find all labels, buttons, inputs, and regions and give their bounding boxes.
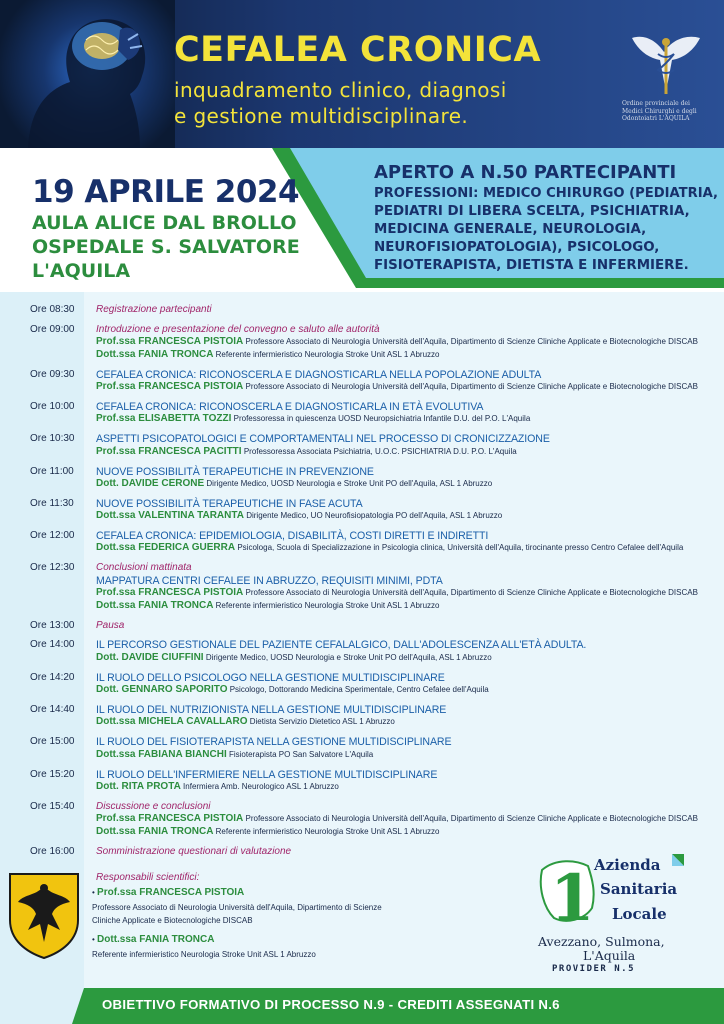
- speaker-role: Dirigente Medico, UOSD Neurologia e Stroke Unit PO dell'Aquila, ASL 1 Abruzzo: [206, 478, 493, 488]
- slot-time: Ore 08:30: [30, 304, 75, 315]
- session-title: IL RUOLO DEL FISIOTERAPISTA NELLA GESTIONE MULTIDISCIPLINARE: [96, 736, 452, 749]
- slot-time: Ore 10:30: [30, 433, 75, 445]
- speaker-role: Infermiera Amb. Neurologico ASL 1 Abruzzo: [183, 781, 339, 791]
- scientific-leads-heading: Responsabili scientifici:: [96, 872, 200, 883]
- session-note: Conclusioni mattinata: [96, 562, 192, 574]
- speaker-line: [96, 542, 683, 553]
- asl-word-sanitaria: Sanitaria: [600, 880, 678, 898]
- speaker-role: Professore Associato di Neurologia Università dell'Aquila, Dipartimento di Scienze Cliniche Applicate e Biotecnologiche DISCAB: [245, 814, 698, 824]
- speaker-role: Professoressa in quiescenza UOSD Neuropsichiatria Infantile D.U. del P.O. L'Aquila: [233, 414, 531, 424]
- session-title: CEFALEA CRONICA: EPIDEMIOLOGIA, DISABILITÀ, COSTI DIRETTI E INDIRETTI: [96, 530, 489, 543]
- scientific-lead-2-role: Referente infermieristico Neurologia Stroke Unit ASL 1 Abruzzo: [92, 950, 316, 959]
- event-subtitle-line1: inquadramento clinico, diagnosi: [174, 78, 507, 102]
- venue-line3: L'AQUILA: [32, 260, 131, 282]
- slot-time: Ore 12:00: [30, 530, 75, 542]
- speaker-line: [96, 826, 439, 837]
- scientific-lead-1: • Prof.ssa FRANCESCA PISTOIA: [92, 887, 245, 898]
- slot-time: Ore 15:40: [30, 800, 75, 812]
- speaker-line: [96, 813, 698, 824]
- speaker-role: Dietista Servizio Dietetico ASL 1 Abruzzo: [249, 717, 395, 727]
- speaker-name: Dott.ssa FANIA TRONCA: [96, 348, 214, 360]
- speaker-name: Dott.ssa VALENTINA TARANTA: [96, 510, 244, 522]
- scientific-lead-1-role-line2: Cliniche Applicate e Biotecnologiche DISCAB: [92, 916, 253, 925]
- slot-time: Ore 10:00: [30, 400, 75, 412]
- event-subtitle-line2: e gestione multidisciplinare.: [174, 104, 469, 128]
- asl-cities-line1: Avezzano, Sulmona,: [538, 934, 665, 949]
- professions-line: FISIOTERAPISTA, DIETISTA E INFERMIERE.: [374, 258, 689, 273]
- session-title: MAPPATURA CENTRI CEFALEE IN ABRUZZO, REQUISITI MINIMI, PDTA: [96, 574, 443, 587]
- speaker-name: Prof.ssa FRANCESCA PISTOIA: [96, 380, 244, 392]
- speaker-role: Referente infermieristico Neurologia Stroke Unit ASL 1 Abruzzo: [215, 600, 440, 610]
- speaker-line: [96, 510, 502, 521]
- professions-line: PROFESSIONI: MEDICO CHIRURGO (PEDIATRIA,: [374, 186, 719, 201]
- session-title: NUOVE POSSIBILITÀ TERAPEUTICHE IN FASE ACUTA: [96, 497, 363, 510]
- speaker-name: Dott. RITA PROTA: [96, 780, 181, 792]
- scientific-lead-2: • Dott.ssa FANIA TRONCA: [92, 934, 215, 945]
- speaker-line: [96, 781, 339, 792]
- speaker-line: [96, 652, 492, 663]
- session-title: IL RUOLO DELL'INFERMIERE NELLA GESTIONE MULTIDISCIPLINARE: [96, 768, 438, 781]
- slot-time: Ore 09:00: [30, 323, 75, 335]
- slot-time: Ore 14:00: [30, 639, 75, 651]
- slot-time: Ore 11:00: [30, 465, 74, 477]
- scientific-lead-1-name: Prof.ssa FRANCESCA PISTOIA: [97, 887, 245, 898]
- scientific-lead-2-name: Dott.ssa FANIA TRONCA: [97, 934, 215, 945]
- speaker-name: Dott.ssa MICHELA CAVALLARO: [96, 716, 248, 728]
- speaker-role: Dirigente Medico, UO Neurofisiopatologia PO dell'Aquila, ASL 1 Abruzzo: [246, 511, 503, 521]
- speaker-line: [96, 349, 439, 360]
- asl-word-locale: Locale: [612, 905, 667, 923]
- asl-word-azienda: Azienda: [594, 856, 661, 874]
- speaker-line: [96, 478, 492, 489]
- session-title: NUOVE POSSIBILITÀ TERAPEUTICHE IN PREVENZIONE: [96, 465, 374, 478]
- speaker-name: Dott.ssa FANIA TRONCA: [96, 599, 214, 611]
- header-banner: [0, 0, 724, 148]
- slot-time: Ore 14:40: [30, 704, 75, 715]
- scientific-lead-1-role-line1: Professore Associato di Neurologia Università dell'Aquila, Dipartimento di Scienze: [92, 903, 382, 912]
- slot-time: Ore 12:30: [30, 562, 75, 574]
- session-title: CEFALEA CRONICA: RICONOSCERLA E DIAGNOSTICARLA NELLA POPOLAZIONE ADULTA: [96, 368, 542, 381]
- speaker-role: Dirigente Medico, UOSD Neurologia e Stroke Unit PO dell'Aquila, ASL 1 Abruzzo: [205, 652, 492, 662]
- speaker-name: Dott. GENNARO SAPORITO: [96, 684, 228, 696]
- slot-time: Ore 13:00: [30, 619, 75, 631]
- speaker-line: [96, 600, 439, 611]
- speaker-line: [96, 381, 698, 392]
- medical-order-name: Ordine provinciale dei Medici Chirurghi e degli Odontoiatri L'AQUILA: [622, 100, 697, 122]
- abruzzo-crest-icon: [6, 868, 82, 960]
- speaker-line: [96, 413, 530, 424]
- slot-time: Ore 14:20: [30, 671, 75, 683]
- speaker-line: [96, 749, 373, 760]
- speaker-name: Prof.ssa FRANCESCA PISTOIA: [96, 336, 244, 348]
- provider-number: PROVIDER N.5: [552, 964, 636, 974]
- slot-time: Ore 11:30: [30, 497, 74, 509]
- session-note: Discussione e conclusioni: [96, 800, 211, 812]
- speaker-role: Referente infermieristico Neurologia Stroke Unit ASL 1 Abruzzo: [215, 349, 440, 359]
- slot-time: Ore 09:30: [30, 368, 75, 380]
- participants-title: APERTO A N.50 PARTECIPANTI: [374, 162, 677, 183]
- speaker-line: [96, 684, 489, 695]
- speaker-name: Prof.ssa FRANCESCA PISTOIA: [96, 813, 244, 825]
- speaker-name: Prof.ssa ELISABETTA TOZZI: [96, 413, 232, 425]
- headache-person-image: [0, 0, 175, 148]
- svg-text:1: 1: [550, 861, 595, 936]
- speaker-line: [96, 587, 698, 598]
- speaker-role: Professore Associato di Neurologia Università dell'Aquila, Dipartimento di Scienze Cliniche Applicate e Biotecnologiche DISCAB: [245, 588, 698, 598]
- speaker-role: Psicologa, Scuola di Specializzazione in Psicologia clinica, Università dell'Aquila, tirocinante presso Centro Cefalee dell'Aquila: [237, 543, 684, 553]
- venue-line1: AULA ALICE DAL BROLLO: [32, 212, 297, 234]
- session-title: ASPETTI PSICOPATOLOGICI E COMPORTAMENTALI NEL PROCESSO DI CRONICIZZAZIONE: [96, 433, 550, 446]
- speaker-name: Prof.ssa FRANCESCA PACITTI: [96, 445, 242, 457]
- speaker-name: Dott.ssa FABIANA BIANCHI: [96, 748, 227, 760]
- training-objective: OBIETTIVO FORMATIVO DI PROCESSO N.9 - CREDITI ASSEGNATI N.6: [102, 997, 560, 1012]
- speaker-line: [96, 716, 395, 727]
- speaker-line: [96, 336, 698, 347]
- session-note: Registrazione partecipanti: [96, 304, 212, 315]
- professions-line: PEDIATRI DI LIBERA SCELTA, PSICHIATRIA,: [374, 204, 690, 219]
- slot-time: Ore 16:00: [30, 845, 75, 857]
- professions-line: NEUROFISIOPATOLOGIA), PSICOLOGO,: [374, 240, 660, 255]
- speaker-role: Professore Associato di Neurologia Università dell'Aquila, Dipartimento di Scienze Cliniche Applicate e Biotecnologiche DISCAB: [245, 381, 698, 391]
- slot-time: Ore 15:20: [30, 768, 75, 780]
- speaker-role: Professoressa Associata Psichiatria, U.O.C. PSICHIATRIA D.U. P.O. L'Aquila: [243, 446, 517, 456]
- speaker-name: Dott.ssa FANIA TRONCA: [96, 825, 214, 837]
- session-title: IL PERCORSO GESTIONALE DEL PAZIENTE CEFALALGICO, DALL'ADOLESCENZA ALL'ETÀ ADULTA.: [96, 639, 587, 652]
- session-note: Somministrazione questionari di valutazione: [96, 845, 292, 857]
- speaker-role: Fisioterapista PO San Salvatore L'Aquila: [228, 749, 374, 759]
- asl-cities-line2: L'Aquila: [583, 948, 636, 963]
- speaker-name: Prof.ssa FRANCESCA PISTOIA: [96, 587, 244, 599]
- speaker-role: Professore Associato di Neurologia Università dell'Aquila, Dipartimento di Scienze Cliniche Applicate e Biotecnologiche DISCAB: [245, 337, 698, 347]
- session-title: IL RUOLO DELLO PSICOLOGO NELLA GESTIONE MULTIDISCIPLINARE: [96, 671, 445, 684]
- session-title: IL RUOLO DEL NUTRIZIONISTA NELLA GESTIONE MULTIDISCIPLINARE: [96, 704, 447, 716]
- speaker-name: Dott. DAVIDE CERONE: [96, 477, 205, 489]
- speaker-role: Referente infermieristico Neurologia Stroke Unit ASL 1 Abruzzo: [215, 826, 440, 836]
- professions-line: MEDICINA GENERALE, NEUROLOGIA,: [374, 222, 647, 237]
- speaker-line: [96, 446, 517, 457]
- speaker-role: Psicologo, Dottorando Medicina Sperimentale, Centro Cefalee dell'Aquila: [229, 685, 489, 695]
- medical-order-logo-icon: [628, 30, 704, 100]
- event-title: CEFALEA CRONICA: [174, 30, 542, 70]
- session-note: Pausa: [96, 619, 125, 631]
- event-date: 19 APRILE 2024: [32, 174, 300, 210]
- speaker-name: Dott. DAVIDE CIUFFINI: [96, 651, 204, 663]
- speaker-name: Dott.ssa FEDERICA GUERRA: [96, 542, 236, 554]
- venue-line2: OSPEDALE S. SALVATORE: [32, 236, 300, 258]
- session-title: CEFALEA CRONICA: RICONOSCERLA E DIAGNOSTICARLA IN ETÀ EVOLUTIVA: [96, 400, 484, 413]
- slot-time: Ore 15:00: [30, 736, 75, 748]
- session-note: Introduzione e presentazione del convegno e saluto alle autorità: [96, 323, 380, 335]
